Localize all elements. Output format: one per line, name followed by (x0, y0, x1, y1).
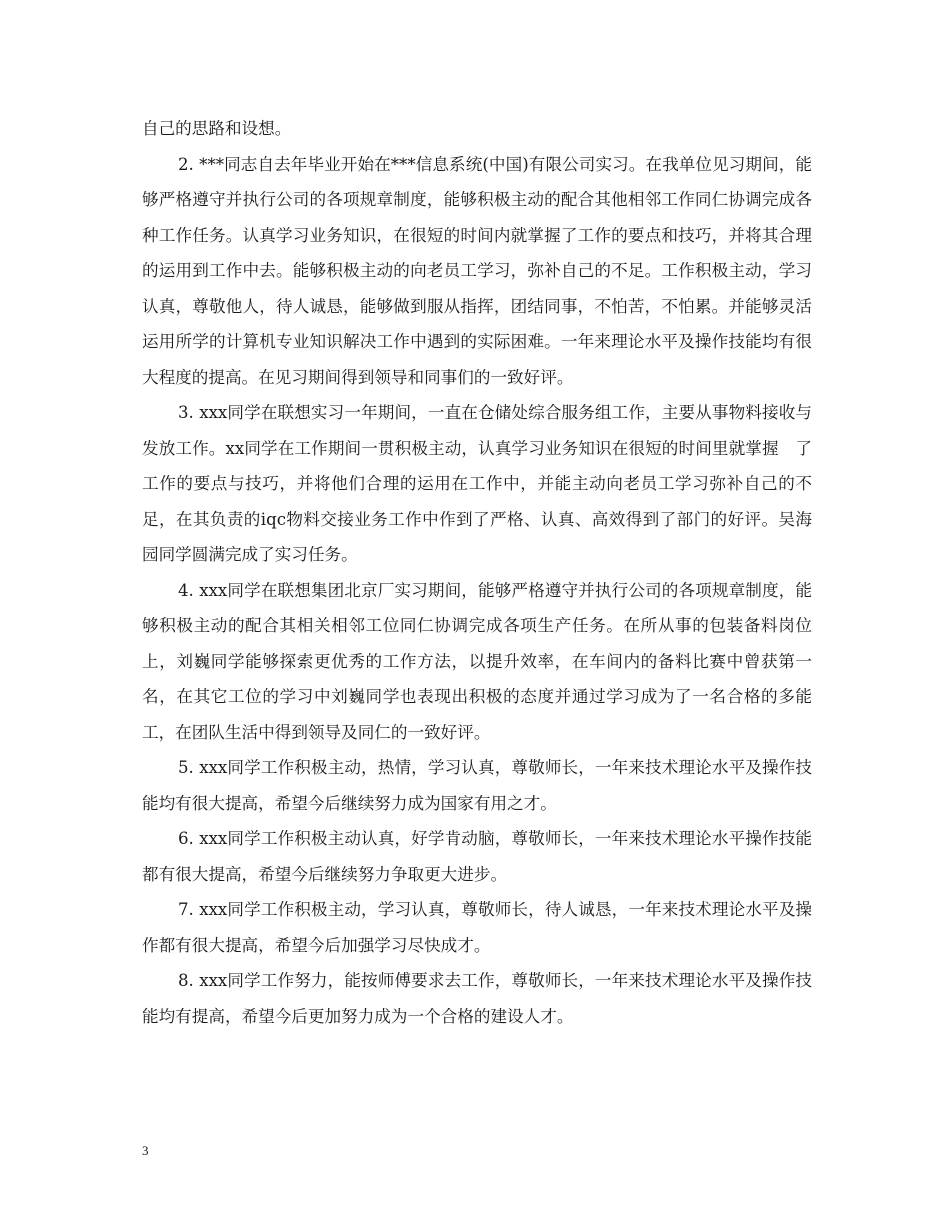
paragraph-item-5: 5. xxx同学工作积极主动，热情，学习认真，尊敬师长，一年来技术理论水平及操作技能均有很大提高，希望今后继续努力成为国家有用之才。 (142, 758, 812, 813)
page-number: 3 (142, 1143, 149, 1158)
paragraph-item-8: 8. xxx同学工作努力，能按师傅要求去工作，尊敬师长，一年来技术理论水平及操作技能均有提高，希望今后更加努力成为一个合格的建设人才。 (142, 971, 812, 1026)
paragraph-item-3: 3. xxx同学在联想实习一年期间，一直在仓储处综合服务组工作，主要从事物料接收与发放工作。xx同学在工作期间一贯积极主动，认真学习业务知识在很短的时间里就掌握 了工作的要点与技巧，并将他们合理的运用在工作中，并能主动向老员工学习弥补自己的不足，在其负责的iqc物料交接业务工作中作到了严格、认真、高效得到了部门的好评。吴海园同学圆满完成了实习任务。 (142, 403, 812, 564)
paragraph-item-7: 7. xxx同学工作积极主动，学习认真，尊敬师长，待人诚恳，一年来技术理论水平及操作都有很大提高，希望今后加强学习尽快成才。 (142, 900, 812, 955)
paragraph-continuation: 自己的思路和设想。 (142, 119, 292, 138)
document-body (142, 111, 812, 1034)
paragraph-item-6: 6. xxx同学工作积极主动认真，好学肯动脑，尊敬师长，一年来技术理论水平操作技能都有很大提高，希望今后继续努力争取更大进步。 (142, 829, 812, 884)
paragraph-item-4: 4. xxx同学在联想集团北京厂实习期间，能够严格遵守并执行公司的各项规章制度，能够积极主动的配合其相关相邻工位同仁协调完成各项生产任务。在所从事的包装备料岗位上，刘巍同学能够探索更优秀的工作方法，以提升效率，在车间内的备料比赛中曾获第一名，在其它工位的学习中刘巍同学也表现出积极的态度并通过学习成为了一名合格的多能工，在团队生活中得到领导及同仁的一致好评。 (142, 580, 812, 742)
paragraph-item-2: 2. ***同志自去年毕业开始在***信息系统(中国)有限公司实习。在我单位见习期间，能够严格遵守并执行公司的各项规章制度，能够积极主动的配合其他相邻工作同仁协调完成各种工作任务。认真学习业务知识，在很短的时间内就掌握了工作的要点和技巧，并将其合理的运用到工作中去。能够积极主动的向老员工学习，弥补自己的不足。工作积极主动，学习认真，尊敬他人，待人诚恳，能够做到服从指挥，团结同事，不怕苦，不怕累。并能够灵活运用所学的计算机专业知识解决工作中遇到的实际困难。一年来理论水平及操作技能均有很大程度的提高。在见习期间得到领导和同事们的一致好评。 (142, 154, 812, 387)
